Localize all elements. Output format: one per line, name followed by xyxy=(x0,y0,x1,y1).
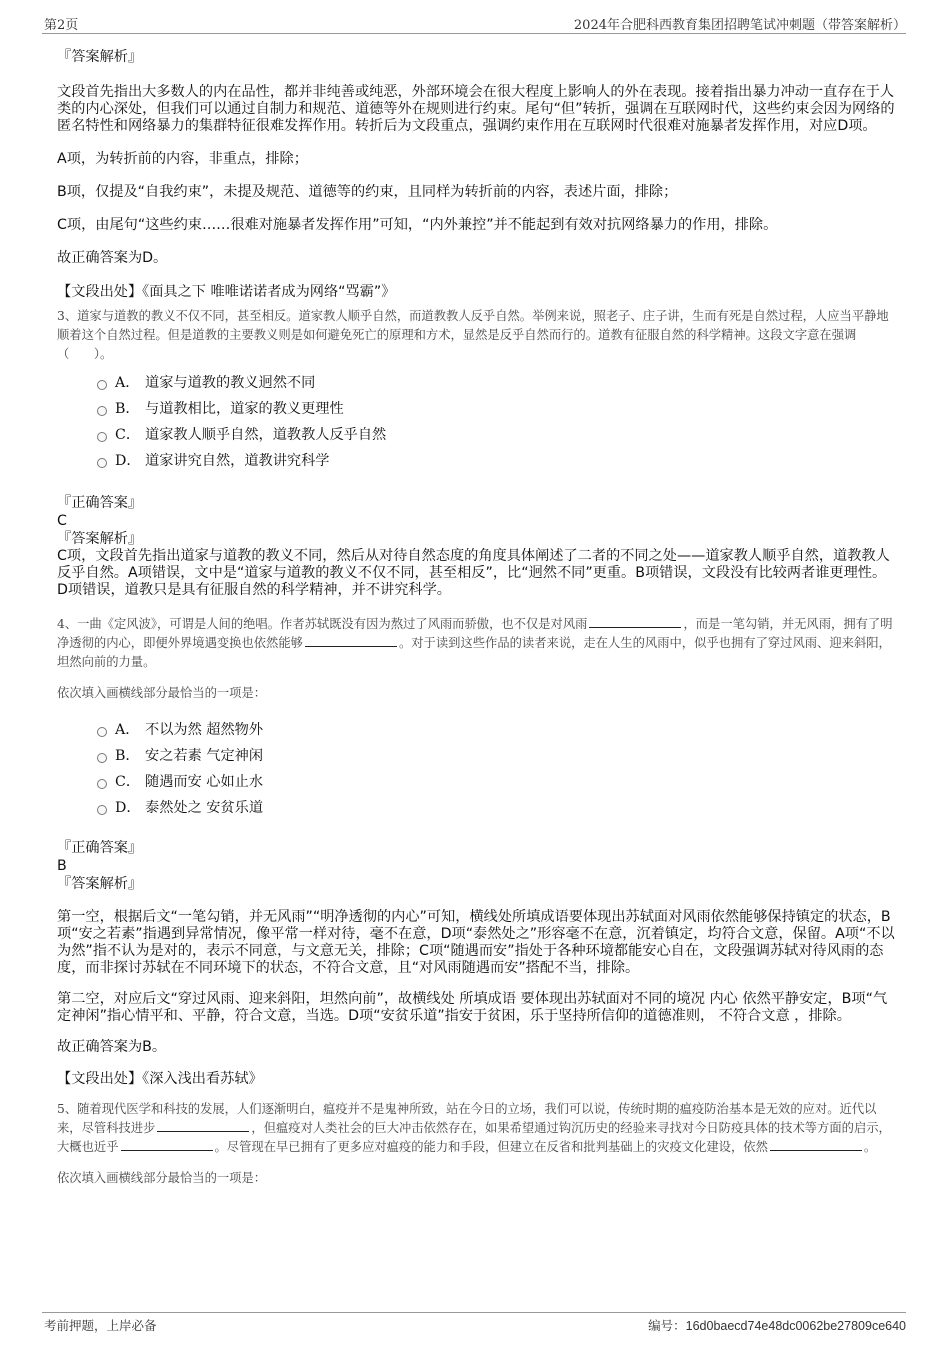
option-key: C． xyxy=(115,427,141,443)
option-text: 随遇而安 心如止水 xyxy=(145,774,264,790)
q3-analysis-label: 『答案解析』 xyxy=(57,531,143,547)
document-title: 2024年合肥科西教育集团招聘笔试冲刺题（带答案解析） xyxy=(573,18,906,33)
q5-stem xyxy=(57,1100,897,1157)
option-text: 道家讲究自然，道教讲究科学 xyxy=(145,453,330,469)
option-text: 泰然处之 安贫乐道 xyxy=(145,800,264,816)
page-number: 第2页 xyxy=(44,18,79,33)
code-label: 编号： xyxy=(648,1318,686,1333)
q4-analysis-p2: 第二空，对应后文“穿过风雨、迎来斜阳，坦然向前”，故横线处 所填成语 要体现出苏轼面对不同的境况 内心 依然平静安定，B项“气定神闲”指心情平和、平静，符合文意，当选。D项“安贫乐道”指安于贫困，乐于坚持所信仰的道德准则， 不符合文意 ，排除。 xyxy=(57,991,888,1024)
q5-prompt: 依次填入画横线部分最恰当的一项是： xyxy=(57,1171,267,1185)
fill-blank-1 xyxy=(157,1119,249,1132)
q4-option-c[interactable] xyxy=(57,769,897,795)
option-key: D． xyxy=(115,453,141,469)
q3-option-d[interactable] xyxy=(57,448,897,474)
radio-icon[interactable] xyxy=(97,805,107,815)
q5-stem-part4: 。 xyxy=(863,1140,877,1154)
document-body xyxy=(57,42,897,1188)
q4-analysis-label: 『答案解析』 xyxy=(57,876,143,892)
q4-option-b[interactable] xyxy=(57,743,897,769)
radio-icon[interactable] xyxy=(97,380,107,390)
q4-stem-part3: 。对于读到这些作品的读者来说，走在人生的风雨中，似乎也拥有了穿过风雨、迎来斜阳，坦然向前的力量。 xyxy=(57,636,891,669)
footer-slogan: 考前押题，上岸必备 xyxy=(44,1318,157,1333)
q3-stem: 3、道家与道教的教义不仅不同，甚至相反。道家教人顺乎自然，而道教教人反乎自然。举例来说，照老子、庄子讲，生而有死是自然过程，人应当平静地顺着这个自然过程。但是道教的主要教义则是如何避免死亡的原理和方术，显然是反乎自然而行的。道教有征服自然的科学精神。这段文字意在强调（ ）。 xyxy=(57,309,889,361)
q2-analysis-p4: C项，由尾句“这些约束……很难对施暴者发挥作用”可知，“内外兼控”并不能起到有效对抗网络暴力的作用，排除。 xyxy=(57,217,778,233)
q4-answer: B xyxy=(57,858,67,874)
option-key: C． xyxy=(115,774,141,790)
q3-answer-label: 『正确答案』 xyxy=(57,495,143,511)
q2-analysis-p1: 文段首先指出大多数人的内在品性，都并非纯善或纯恶，外部环境会在很大程度上影响人的外在表现。接着指出暴力冲动一直存在于人类的内心深处，但我们可以通过自制力和规范、道德等外在规则进行约束。尾句“但”转折，强调在互联网时代，这些约束会因为网络的匿名特性和网络暴力的集群特征很难发挥作用。转折后为文段重点，强调约束作用在互联网时代很难对施暴者发挥作用，对应D项。 xyxy=(57,84,895,134)
radio-icon[interactable] xyxy=(97,406,107,416)
q4-stem-part1: 4、一曲《定风波》，可谓是人间的绝唱。作者苏轼既没有因为熬过了风雨而骄傲，也不仅是对风雨 xyxy=(57,617,588,631)
option-key: B． xyxy=(115,748,140,764)
radio-icon[interactable] xyxy=(97,779,107,789)
option-text: 道家教人顺乎自然，道教教人反乎自然 xyxy=(145,427,387,443)
q2-analysis-answer: 故正确答案为D。 xyxy=(57,250,168,266)
q5-stem-part2: ，但瘟疫对人类社会的巨大冲击依然存在，如果希望通过钩沉历史的经验来寻找对今日防疫具体的技术等方面的启示，大概也近乎 xyxy=(57,1121,891,1154)
q4-option-a[interactable] xyxy=(57,717,897,743)
q4-analysis-p1: 第一空，根据后文“一笔勾销，并无风雨”“明净透彻的内心”可知，横线处所填成语要体现出苏轼面对风雨依然能够保持镇定的状态，B项“安之若素”指遇到异常情况，像平常一样对待，毫不在意，D项“泰然处之”形容毫不在意，沉着镇定，均符合文意，保留。A项“不以为然”指不认为是对的，表示不同意，与文意无关，排除；C项“随遇而安”指处于各种环境都能安心自在，文段强调苏轼对待风雨的态度，而非探讨苏轼在不同环境下的状态，不符合文意，且“对风雨随遇而安”搭配不当，排除。 xyxy=(57,909,895,976)
radio-icon[interactable] xyxy=(97,458,107,468)
option-key: D． xyxy=(115,800,141,816)
radio-icon[interactable] xyxy=(97,432,107,442)
fill-blank-2 xyxy=(305,634,397,647)
q3-analysis: C项，文段首先指出道家与道教的教义不同，然后从对待自然态度的角度具体阐述了二者的不同之处——道家教人顺乎自然，道教教人反乎自然。A项错误，文中是“道家与道教的教义不仅不同，甚至相反”，比“迥然不同”更重。B项错误，文段没有比较两者谁更理性。D项错误，道教只是具有征服自然的科学精神，并不讲究科学。 xyxy=(57,548,890,598)
q4-prompt: 依次填入画横线部分最恰当的一项是： xyxy=(57,686,267,700)
header-divider xyxy=(42,33,906,34)
q3-options xyxy=(57,370,897,474)
option-text: 安之若素 气定神闲 xyxy=(145,748,264,764)
q2-analysis-p2: A项，为转折前的内容，非重点，排除； xyxy=(57,151,308,167)
fill-blank-1 xyxy=(589,615,681,628)
fill-blank-2 xyxy=(121,1138,213,1151)
radio-icon[interactable] xyxy=(97,727,107,737)
footer-divider xyxy=(42,1312,906,1313)
q2-source: 【文段出处】《面具之下 唯唯诺诺者成为网络“骂霸”》 xyxy=(57,284,396,300)
q4-options xyxy=(57,717,897,821)
fill-blank-3 xyxy=(770,1138,862,1151)
option-text: 不以为然 超然物外 xyxy=(145,722,264,738)
q4-stem xyxy=(57,615,897,672)
q3-option-a[interactable] xyxy=(57,370,897,396)
option-key: A． xyxy=(115,375,140,391)
q4-analysis-answer: 故正确答案为B。 xyxy=(57,1039,167,1055)
q4-option-d[interactable] xyxy=(57,795,897,821)
document-code xyxy=(648,1316,906,1334)
q3-option-c[interactable] xyxy=(57,422,897,448)
q4-source: 【文段出处】《深入浅出看苏轼》 xyxy=(57,1071,263,1087)
option-text: 与道教相比，道家的教义更理性 xyxy=(145,401,344,417)
q5-stem-part1: 5、随着现代医学和科技的发展，人们逐渐明白，瘟疫并不是鬼神所致，站在今日的立场，我们可以说，传统时期的瘟疫防治基本是无效的应对。近代以来，尽管科技进步 xyxy=(57,1102,877,1135)
q2-analysis-p3: B项，仅提及“自我约束”，未提及规范、道德等的约束，且同样为转折前的内容，表述片面，排除； xyxy=(57,184,678,200)
q3-answer: C xyxy=(57,513,67,529)
q3-option-b[interactable] xyxy=(57,396,897,422)
q5-stem-part3: 。尽管现在早已拥有了更多应对瘟疫的能力和手段，但建立在反省和批判基础上的灾疫文化建设，依然 xyxy=(214,1140,768,1154)
option-text: 道家与道教的教义迥然不同 xyxy=(145,375,316,391)
option-key: A． xyxy=(115,722,140,738)
code-value: 16d0baecd74e48dc0062be27809ce640 xyxy=(685,1319,906,1333)
q4-answer-label: 『正确答案』 xyxy=(57,840,143,856)
option-key: B． xyxy=(115,401,140,417)
q4-stem-part2: ，而是一笔勾销，并无风雨，拥有了明净透彻的内心，即便外界境遇变换也依然能够 xyxy=(57,617,893,650)
radio-icon[interactable] xyxy=(97,753,107,763)
q2-analysis-label: 『答案解析』 xyxy=(57,49,143,65)
